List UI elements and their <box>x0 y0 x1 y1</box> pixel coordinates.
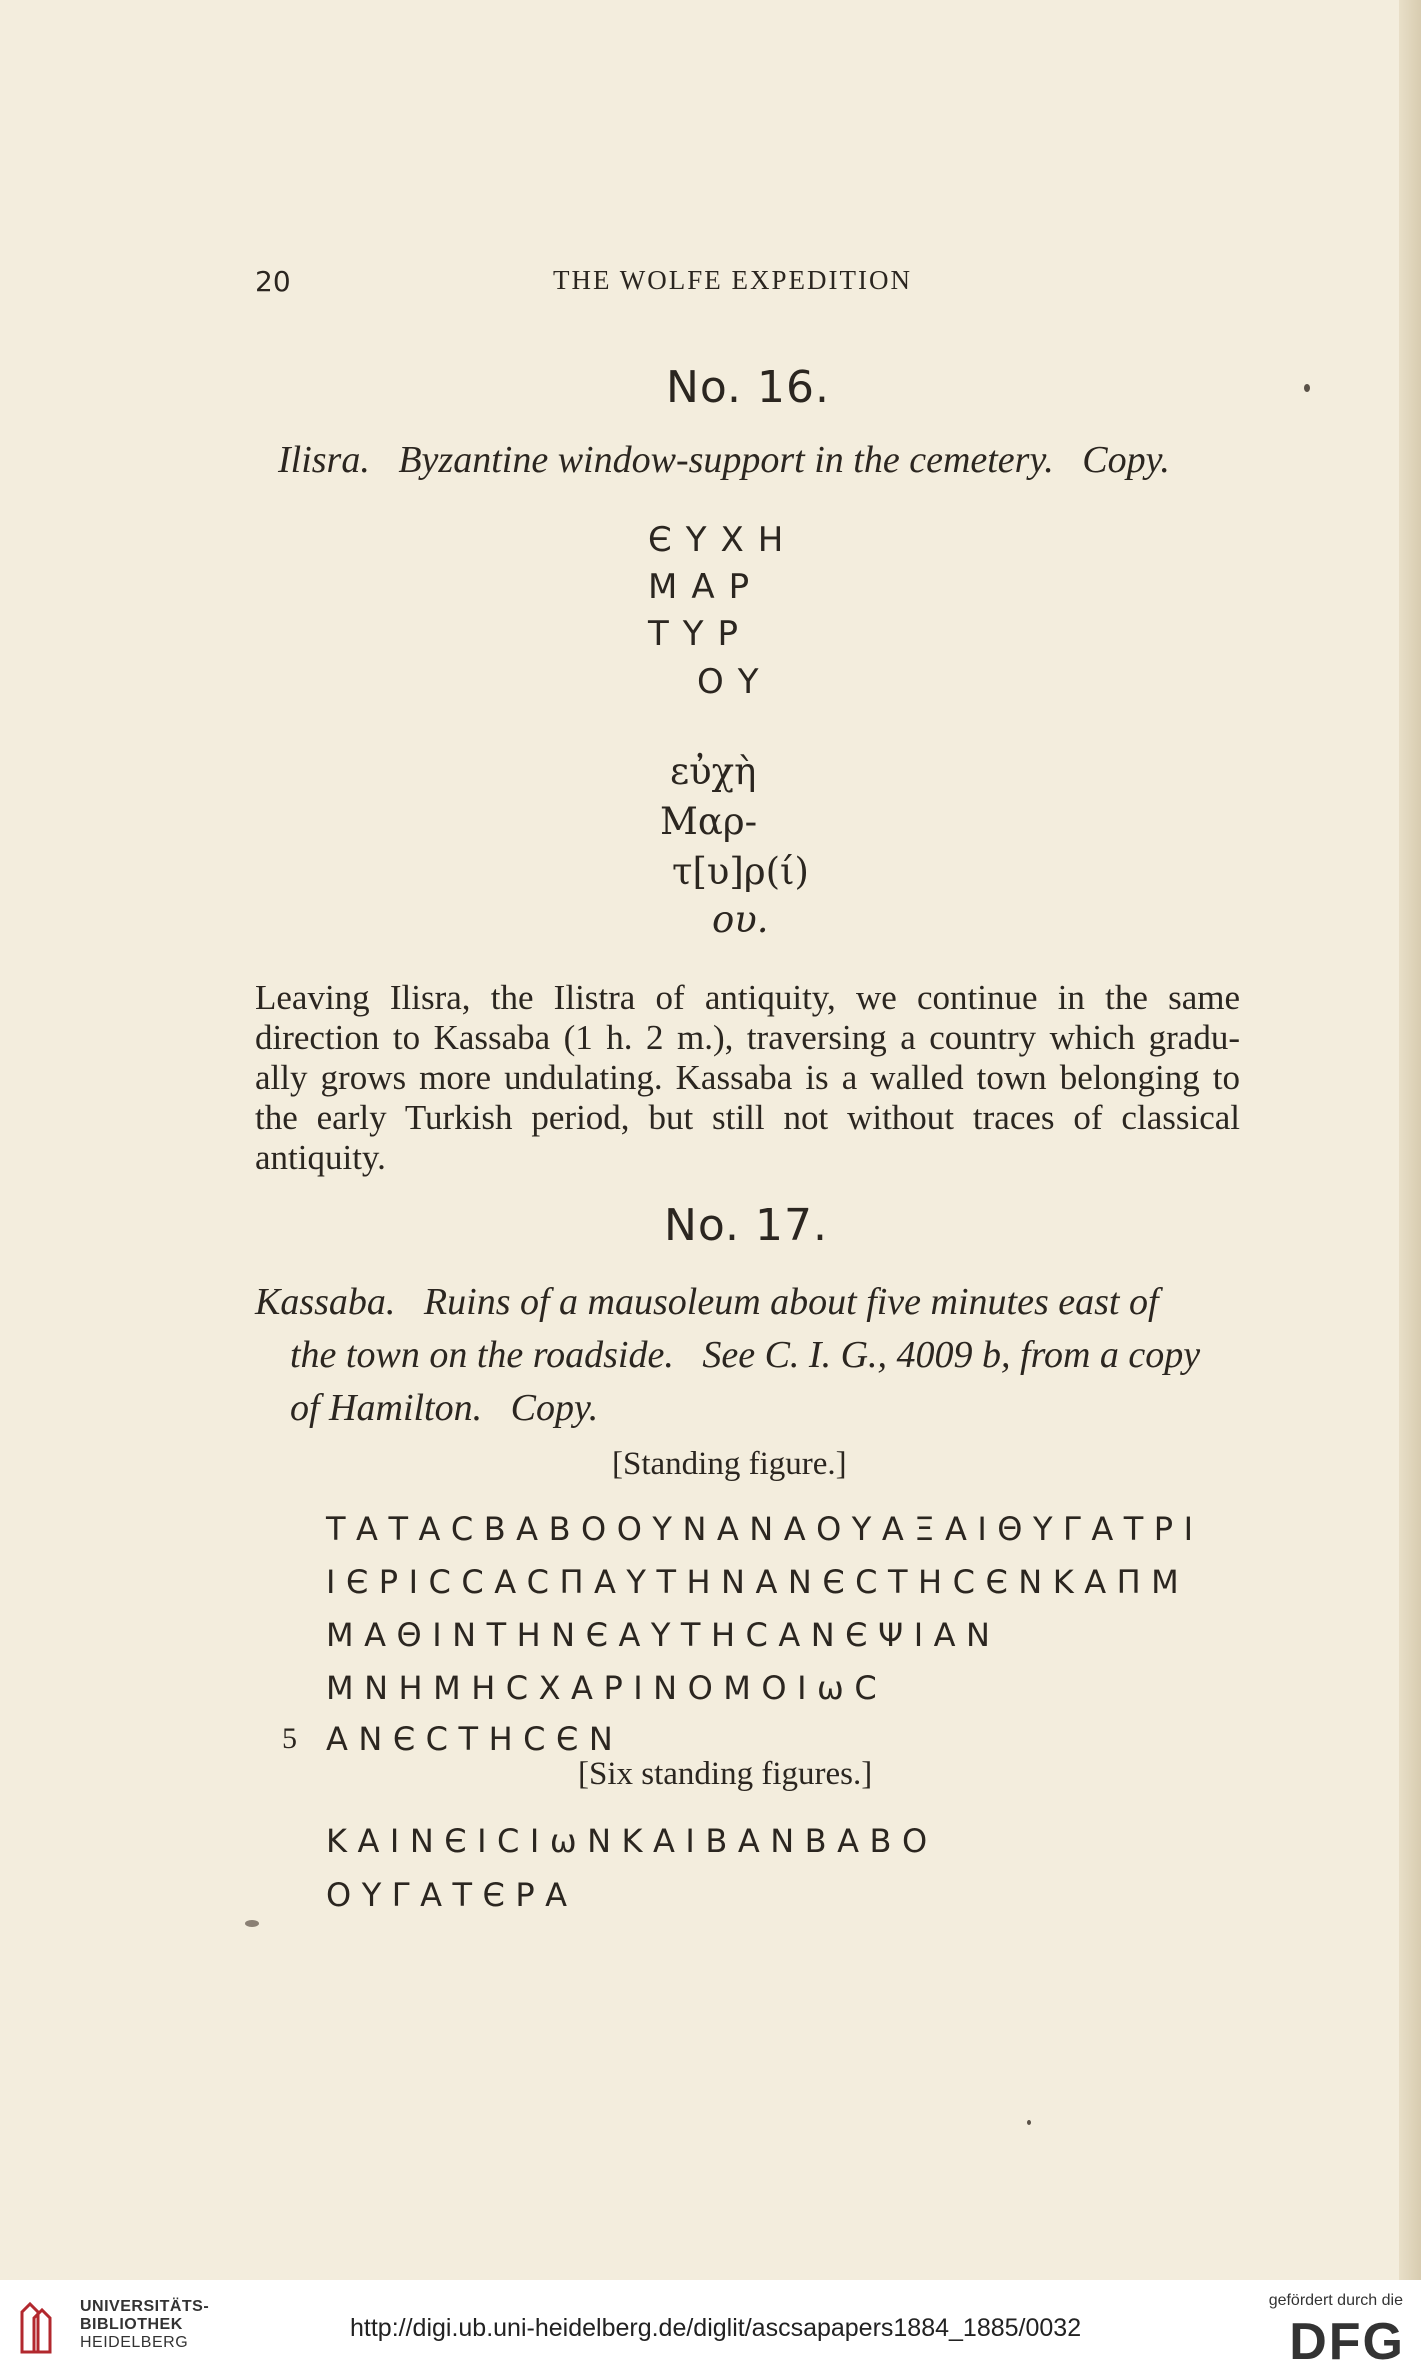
no16-transcription-line: ου. <box>712 898 769 941</box>
library-logo-icon <box>18 2294 56 2360</box>
no16-caption: Ilisra. Byzantine window-support in the cemetery. Copy. <box>278 439 1170 481</box>
no16-inscription-line: ЄΥΧΗ <box>648 520 798 560</box>
funding-label: gefördert durch die <box>1268 2292 1403 2309</box>
no17-inscription-line: ΙЄΡΙϹϹΑϹΠΑΥΤΗΝΑΝЄϹΤΗϹЄΝΚΑΠΜ <box>326 1563 1190 1601</box>
paragraph-line: the early Turkish period, but still not without traces of classical <box>255 1098 1240 1137</box>
no16-heading: No. 16. <box>666 362 831 413</box>
no17-inscription-line: ΚΑΙΝЄΙϹΙωΝΚΑΙΒΑΝΒΑΒΟ <box>326 1822 938 1860</box>
library-name <box>80 2298 209 2352</box>
no17-caption-line: of Hamilton. Copy. <box>290 1387 599 1429</box>
no17-inscription-line: ΜΝΗΜΗϹΧΑΡΙΝΟΜΟΙωϹ <box>326 1669 888 1707</box>
no17-caption-line: the town on the roadside. See C. I. G., 4009 b, from a copy <box>290 1334 1201 1376</box>
library-line: BIBLIOTHEK <box>80 2316 183 2333</box>
paragraph-line: ally grows more undulating. Kassaba is a walled town belonging to <box>255 1058 1240 1097</box>
no16-transcription-line: Μαρ- <box>660 800 758 843</box>
paper-speck <box>1027 2120 1031 2125</box>
no17-inscription-line: ΑΝЄϹΤΗϹЄΝ <box>326 1720 624 1758</box>
paper-speck <box>1304 384 1310 392</box>
library-line: HEIDELBERG <box>80 2334 189 2351</box>
no16-inscription-line: ΤΥΡ <box>648 614 753 654</box>
paragraph-line: direction to Kassaba (1 h. 2 m.), traversing a country which gradu- <box>255 1018 1240 1057</box>
no16-inscription-line: ΟΥ <box>697 662 773 702</box>
dfg-logo: DFG <box>1289 2313 1405 2371</box>
no16-transcription-line: τ[υ]ρ(ί) <box>672 850 809 893</box>
no17-inscription-line: ΟΥΓΑΤЄΡΑ <box>326 1876 578 1914</box>
paragraph-line: Leaving Ilisra, the Ilistra of antiquity, we continue in the same <box>255 978 1240 1017</box>
bracket-note-standing-figure: [Standing figure.] <box>612 1446 847 1482</box>
no17-inscription-line: ΜΑΘΙΝΤΗΝЄΑΥΤΗϹΑΝЄΨΙΑΝ <box>326 1616 1001 1654</box>
body-paragraph <box>255 978 1240 1178</box>
no17-caption-line: Kassaba. Ruins of a mausoleum about five minutes east of <box>255 1281 1159 1323</box>
footer-bar <box>0 2280 1421 2376</box>
line-number: 5 <box>282 1722 297 1755</box>
running-title: THE WOLFE EXPEDITION <box>553 265 912 295</box>
no16-transcription-line: εὐχὴ <box>670 750 757 793</box>
no16-inscription-line: ΜΑΡ <box>648 567 764 607</box>
no17-inscription-line: ΤΑΤΑϹΒΑΒΟΟΥΝΑΝΑΟΥΑΞΑΙΘΥΓΑΤΡΙ <box>326 1510 1204 1548</box>
page-number: 20 <box>255 265 291 298</box>
running-head <box>255 265 1245 305</box>
paragraph-line: antiquity. <box>255 1138 386 1177</box>
library-line: UNIVERSITÄTS- <box>80 2298 210 2315</box>
page-edge <box>1399 0 1421 2280</box>
paper-speck <box>245 1920 259 1927</box>
no17-heading: No. 17. <box>664 1200 829 1251</box>
digital-object-url[interactable]: http://digi.ub.uni-heidelberg.de/diglit/ascsapapers1884_1885/0032 <box>350 2314 1082 2342</box>
bracket-note-six-figures: [Six standing figures.] <box>578 1756 873 1792</box>
